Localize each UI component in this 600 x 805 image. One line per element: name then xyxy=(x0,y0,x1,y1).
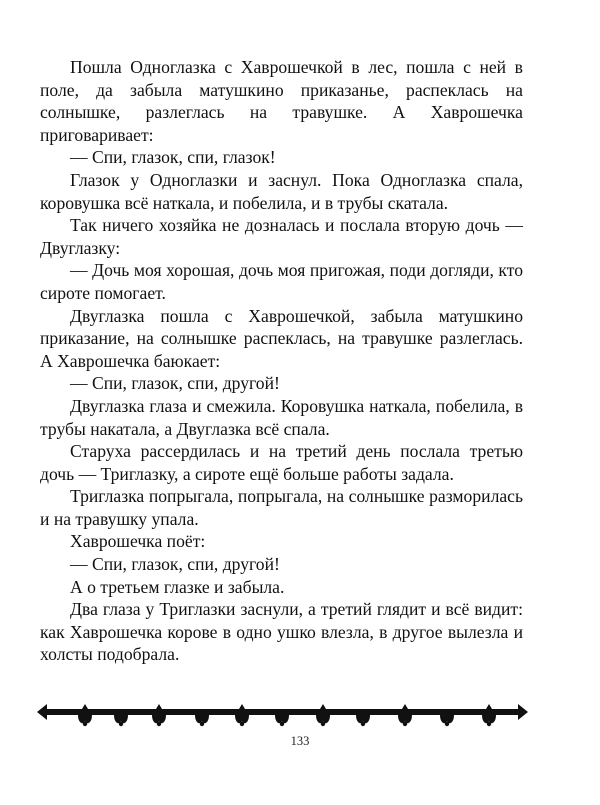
paragraph: А о третьем глазке и забыла. xyxy=(70,576,285,597)
paragraph: Старуха рассердилась и на третий день послала третью дочь — Триглазку, а сироте ещё больше работы задала. xyxy=(40,441,523,484)
ornament-dot xyxy=(403,722,407,726)
ornament-dot xyxy=(119,722,123,726)
ornament-dot xyxy=(157,722,161,726)
paragraph: Так ничего хозяйка не дозналась и послала вторую дочь — Двуглазку: xyxy=(40,215,523,258)
ornament-dot xyxy=(280,722,284,726)
ornament-dot xyxy=(445,722,449,726)
ornament-divider xyxy=(37,700,528,730)
ornament-end-right xyxy=(518,704,528,720)
paragraph: Пошла Одноглазка с Хаврошечкой в лес, пошла с ней в поле, да забыла матушкино приказанье, распеклась на солнышке, разлеглась на травушке. А Хаврошечка приговаривает: xyxy=(40,57,523,145)
paragraph: Двуглазка глаза и смежила. Коровушка наткала, побелила, в трубы накатала, а Двуглазка всё спала. xyxy=(40,395,523,439)
ornament-dot xyxy=(83,722,87,726)
paragraph: Два глаза у Триглазки заснули, а третий глядит и всё видит: как Хаврошечка корове в одно ушко влезла, в другое вылезла и холсты подобрала. xyxy=(40,599,523,665)
paragraph: — Спи, глазок, спи, другой! xyxy=(70,554,280,575)
page-number: 133 xyxy=(290,734,310,748)
ornament-spike xyxy=(402,704,408,709)
ornament-dot xyxy=(487,722,491,726)
paragraph: — Спи, глазок, спи, другой! xyxy=(70,373,280,394)
ornament-dot xyxy=(321,722,325,726)
ornament-spike xyxy=(486,704,492,709)
ornament-spike xyxy=(82,704,88,709)
paragraph: — Спи, глазок, спи, глазок! xyxy=(70,147,276,168)
ornament-bar xyxy=(45,709,520,715)
ornament-end-left xyxy=(37,704,47,720)
ornament-spike xyxy=(320,704,326,709)
paragraph: Хаврошечка поёт: xyxy=(70,531,206,552)
paragraph: Глазок у Одноглазки и заснул. Пока Одноглазка спала, коровушка всё наткала, и побелила, и в трубы скатала. xyxy=(40,169,523,213)
story-text xyxy=(40,56,523,666)
ornament-spike xyxy=(156,704,162,709)
paragraph: Триглазка попрыгала, попрыгала, на солнышке разморилась и на травушку упала. xyxy=(40,486,523,529)
paragraph: — Дочь моя хорошая, дочь моя пригожая, поди догляди, кто сироте помогает. xyxy=(40,260,523,303)
ornament-spike xyxy=(239,704,245,709)
ornament-dot xyxy=(240,722,244,726)
ornament-dot xyxy=(200,722,204,726)
paragraph: Двуглазка пошла с Хаврошечкой, забыла матушкино приказание, на солнышке распеклась, на травушке разлеглась. А Хаврошечка баюкает: xyxy=(40,305,523,371)
ornament-dot xyxy=(361,722,365,726)
